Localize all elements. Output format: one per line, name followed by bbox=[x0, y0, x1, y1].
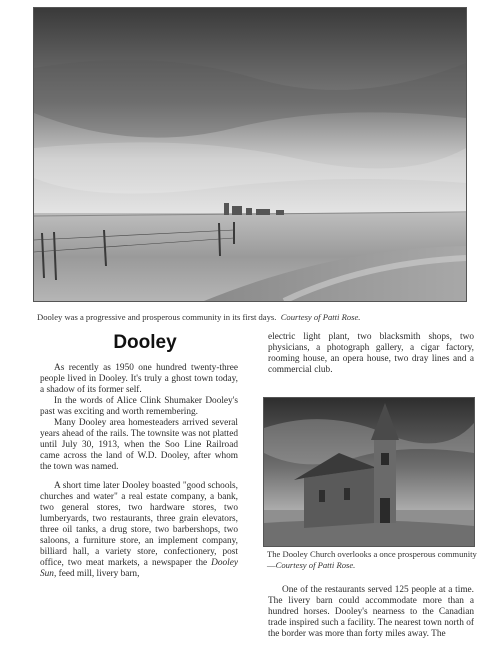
prairie-town-photo-image bbox=[34, 8, 466, 301]
top-photo-caption bbox=[37, 312, 477, 323]
dooley-church-photo bbox=[263, 397, 475, 547]
church-caption-credit: Courtesy of Patti Rose. bbox=[275, 559, 356, 570]
newspaper-name: Dooley Sun, bbox=[40, 558, 238, 579]
prairie-town-photo bbox=[33, 7, 467, 302]
paragraph-3: Many Dooley area homesteaders arrived several years ahead of the rails. The townsite was not platted until July 30, 1913, when the Soo Line Railroad came across the land of W.D. Dooley, after whom the town was named. bbox=[40, 418, 238, 472]
paragraph-2: In the words of Alice Clink Shumaker Dooley's past was exciting and worth remembering. bbox=[40, 396, 238, 417]
paragraph-4-tail: feed mill, livery barn, bbox=[56, 569, 140, 579]
paragraph-4 bbox=[40, 481, 238, 580]
article-title: Dooley bbox=[113, 332, 177, 353]
church-caption-text: The Dooley Church overlooks a once prosperous community— bbox=[267, 549, 477, 570]
paragraph-1: As recently as 1950 one hundred twenty-three people lived in Dooley. It's truly a ghost town today, a shadow of its former self. bbox=[40, 363, 238, 395]
paragraph-continued: electric light plant, two blacksmith shops, two physicians, a photograph gallery, a cigar factory, rooming house, an opera house, two dray lines and a commercial club. bbox=[268, 332, 474, 375]
right-text-column-top bbox=[268, 332, 474, 376]
top-caption-text: Dooley was a progressive and prosperous community in its first days. bbox=[37, 312, 277, 322]
left-text-column bbox=[40, 363, 238, 580]
paragraph-4-text: A short time later Dooley boasted "good schools, churches and water" a real estate company, a bank, two general stores, two hardware stores, two lumberyards, two restaurants, three grain elevators, three oil tanks, a drug store, two barbershops, two saloons, a furniture store, an implement company, billiard hall, a variety store, confectionery, post office, two meat markets, a newspaper the bbox=[40, 481, 238, 568]
church-photo-caption bbox=[267, 549, 477, 570]
right-text-column-bottom bbox=[268, 585, 474, 640]
top-caption-credit: Courtesy of Patti Rose. bbox=[280, 312, 361, 322]
paragraph-restaurants: One of the restaurants served 125 people at a time. The livery barn could accommodate more than a hundred horses. Dooley's nearness to the Canadian trade inspired such a facility. The nearest town north of the border was more than forty miles away. The bbox=[268, 585, 474, 639]
dooley-church-image bbox=[264, 398, 474, 546]
